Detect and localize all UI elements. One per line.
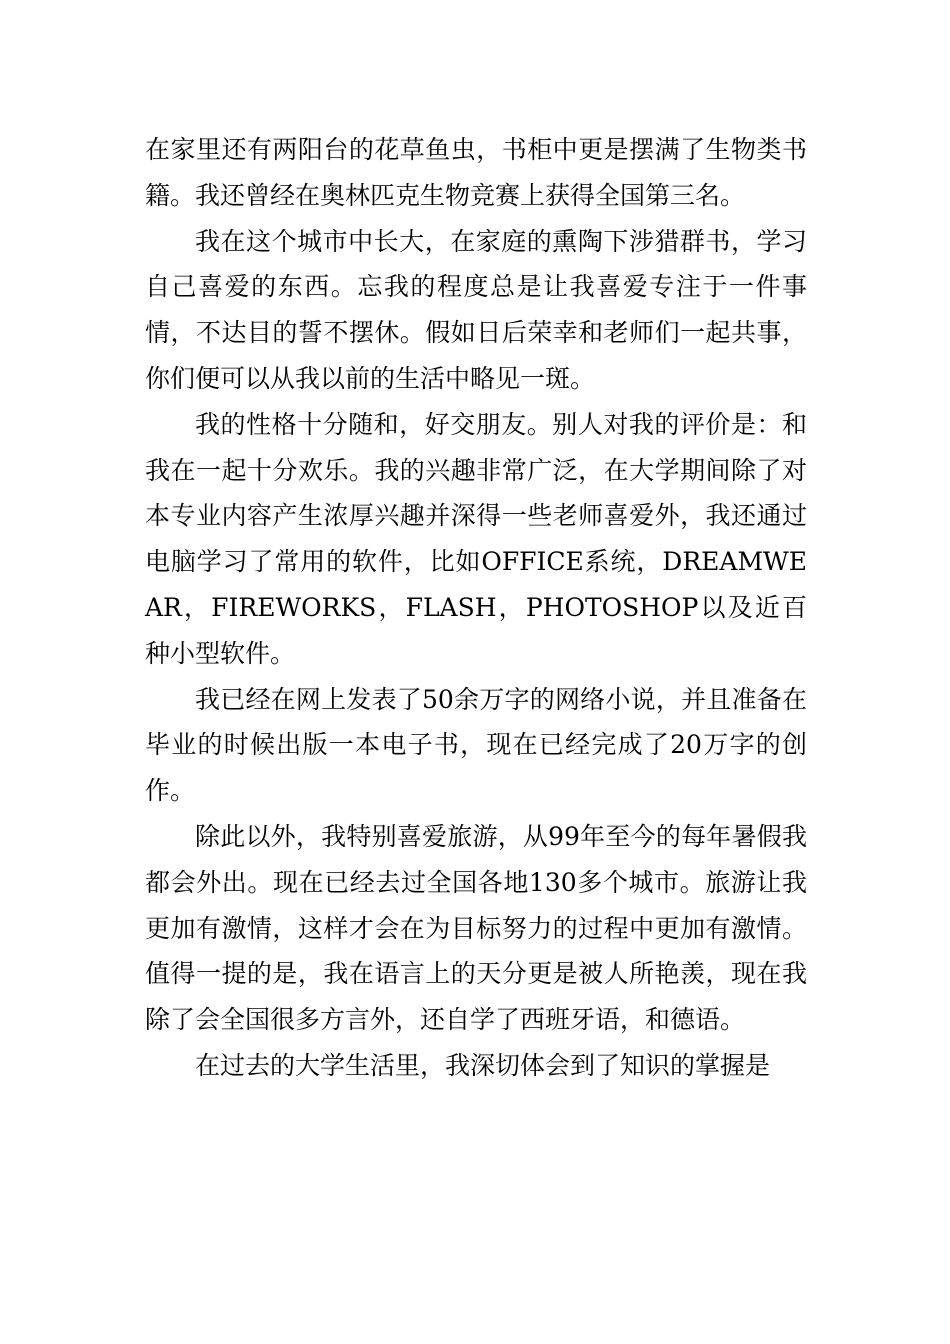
paragraph-4: 我已经在网上发表了50余万字的网络小说，并且准备在毕业的时候出版一本电子书，现在已经完成了20万字的创作。 bbox=[145, 684, 807, 806]
document-body bbox=[145, 127, 807, 1089]
paragraph-3: 我的性格十分随和，好交朋友。别人对我的评价是：和我在一起十分欢乐。我的兴趣非常广泛，在大学期间除了对本专业内容产生浓厚兴趣并深得一些老师喜爱外，我还通过电脑学习了常用的软件，比如OFFICE系统，DREAMWEAR，FIREWORKS，FLASH，PHOTOSHOP以及近百种小型软件。 bbox=[145, 409, 807, 668]
paragraph-2: 我在这个城市中长大，在家庭的熏陶下涉猎群书，学习自己喜爱的东西。忘我的程度总是让我喜爱专注于一件事情，不达目的誓不摆休。假如日后荣幸和老师们一起共事，你们便可以从我以前的生活中略见一斑。 bbox=[145, 226, 807, 393]
paragraph-5: 除此以外，我特别喜爱旅游，从99年至今的每年暑假我都会外出。现在已经去过全国各地130多个城市。旅游让我更加有激情，这样才会在为目标努力的过程中更加有激情。值得一提的是，我在语言上的天分更是被人所艳羡，现在我除了会全国很多方言外，还自学了西班牙语，和德语。 bbox=[145, 821, 807, 1035]
paragraph-6: 在过去的大学生活里，我深切体会到了知识的掌握是 bbox=[195, 1050, 771, 1080]
paragraph-1: 在家里还有两阳台的花草鱼虫，书柜中更是摆满了生物类书籍。我还曾经在奥林匹克生物竞赛上获得全国第三名。 bbox=[145, 135, 807, 210]
